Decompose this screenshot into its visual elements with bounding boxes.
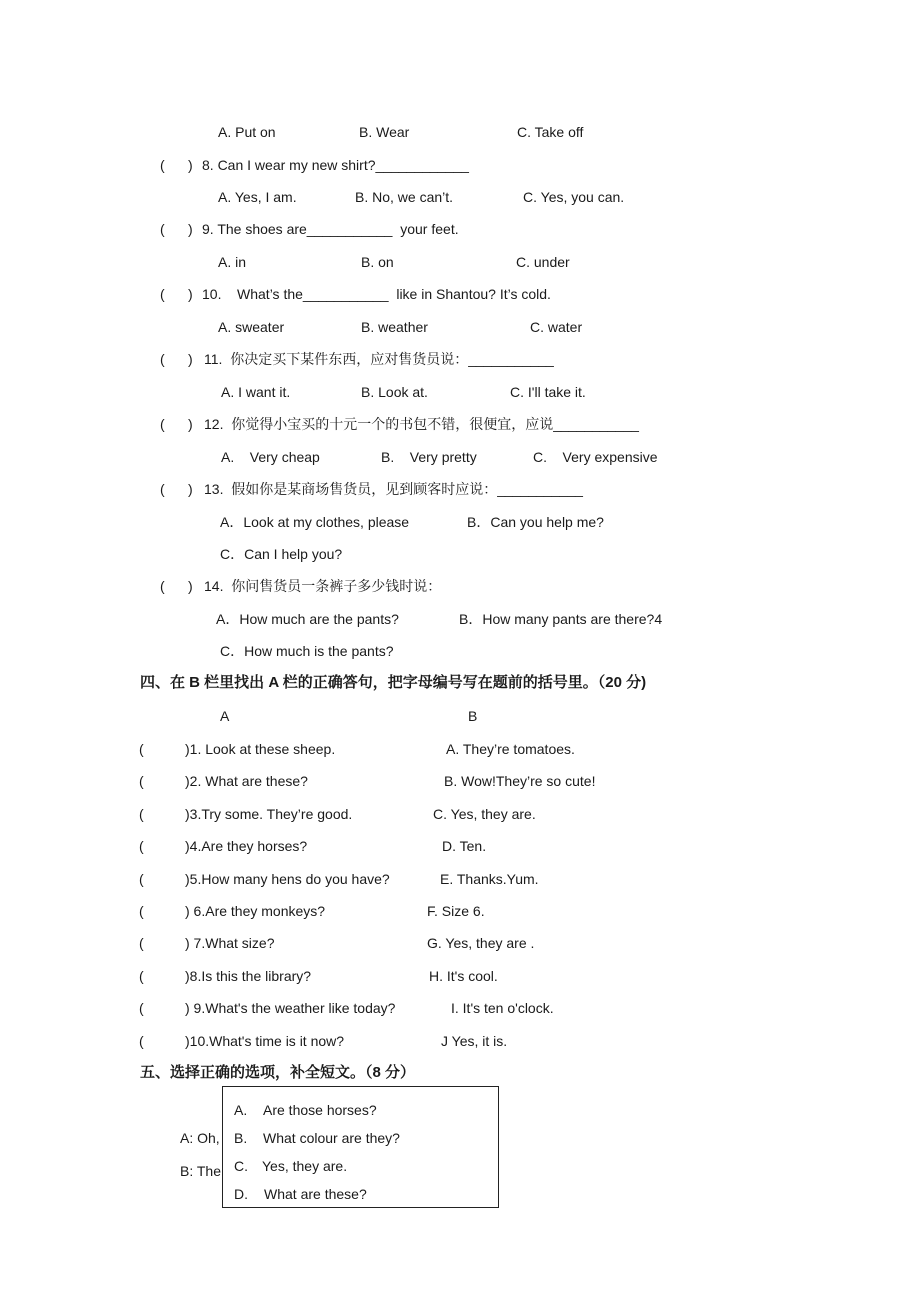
q7-option-a: A. Put on (218, 124, 276, 140)
answer-paren: ( (139, 935, 144, 951)
q10-option-a: A. sweater (218, 319, 285, 335)
row-answer: H. It's cool. (429, 968, 498, 984)
q14-option-b: B．How many pants are there?4 (459, 611, 663, 627)
box-option-letter: C. (234, 1158, 248, 1174)
dialog-line-a: A: Oh, (180, 1130, 220, 1146)
answer-paren: ( ) (160, 578, 193, 594)
answer-paren: ( (139, 741, 144, 757)
row-question: ) 7.What size? (185, 935, 275, 951)
box-option-text: What are these? (264, 1186, 367, 1202)
q8-option-c: C. Yes, you can. (523, 189, 625, 205)
q13-stem: 13. 假如你是某商场售货员，见到顾客时应说：___________ (204, 481, 583, 497)
q9-option-a: A. in (218, 254, 247, 270)
q13-option-a: A．Look at my clothes, please (220, 514, 410, 530)
row-question: ) 6.Are they monkeys? (185, 903, 326, 919)
q12-option-b: B. Very pretty (381, 449, 477, 465)
answer-paren: ( (139, 968, 144, 984)
box-option-letter: D. (234, 1186, 248, 1202)
answer-paren: ( (139, 806, 144, 822)
part4-heading: 四、在 B 栏里找出 A 栏的正确答句，把字母编号写在题前的括号里。（20 分) (140, 674, 647, 691)
q11-option-a: A. I want it. (221, 384, 291, 400)
q12-option-c: C. Very expensive (533, 449, 658, 465)
box-option-text: What colour are they? (263, 1130, 400, 1146)
answer-paren: ( (139, 1000, 144, 1016)
row-answer: J Yes, it is. (441, 1033, 508, 1049)
q12-option-a: A. Very cheap (221, 449, 320, 465)
box-option-text: Are those horses? (263, 1102, 377, 1118)
answer-paren: ( ) (160, 416, 193, 432)
q8-option-b: B. No, we can’t. (355, 189, 454, 205)
options-box (222, 1086, 499, 1208)
row-question: )5.How many hens do you have? (185, 871, 390, 887)
q8-option-a: A. Yes, I am. (218, 189, 297, 205)
row-answer: C. Yes, they are. (433, 806, 536, 822)
answer-paren: ( ) (160, 351, 193, 367)
answer-paren: ( ) (160, 286, 193, 302)
answer-paren: ( (139, 773, 144, 789)
answer-paren: ( ) (160, 157, 193, 173)
q14-stem: 14. 你问售货员一条裤子多少钱时说： (204, 578, 442, 594)
row-answer: F. Size 6. (427, 903, 485, 919)
row-question: ) 9.What's the weather like today? (185, 1000, 396, 1016)
answer-paren: ( ) (160, 221, 193, 237)
q10-option-b: B. weather (361, 319, 428, 335)
q11-option-c: C. I'll take it. (510, 384, 586, 400)
row-question: )1. Look at these sheep. (185, 741, 336, 757)
q12-stem: 12. 你觉得小宝买的十元一个的书包不错，很便宜，应说___________ (204, 416, 639, 432)
q7-option-b: B. Wear (359, 124, 410, 140)
row-answer: A. They’re tomatoes. (446, 741, 575, 757)
q13-option-b: B．Can you help me? (467, 514, 604, 530)
q9-stem: 9. The shoes are___________ your feet. (202, 221, 459, 237)
q10-option-c: C. water (530, 319, 583, 335)
answer-paren: ( (139, 871, 144, 887)
q13-option-c: C．Can I help you? (220, 546, 343, 562)
box-option-letter: A. (234, 1102, 248, 1118)
part5-heading: 五、选择正确的选项，补全短文。（8 分） (140, 1064, 416, 1081)
row-question: )3.Try some. They’re good. (185, 806, 353, 822)
row-answer: B. Wow!They’re so cute! (444, 773, 596, 789)
row-question: )4.Are they horses? (185, 838, 308, 854)
q9-option-b: B. on (361, 254, 394, 270)
q14-option-c: C．How much is the pants? (220, 643, 394, 659)
box-option-letter: B. (234, 1130, 248, 1146)
answer-paren: ( (139, 838, 144, 854)
row-question: )10.What's time is it now? (185, 1033, 345, 1049)
answer-paren: ( ) (160, 481, 193, 497)
answer-paren: ( (139, 903, 144, 919)
row-answer: G. Yes, they are . (427, 935, 535, 951)
row-answer: E. Thanks.Yum. (440, 871, 539, 887)
q8-stem: 8. Can I wear my new shirt?____________ (202, 157, 469, 173)
column-a-label: A (220, 708, 230, 724)
q10-stem: 10. What’s the___________ like in Shantou? It’s cold. (202, 286, 551, 302)
q11-stem: 11. 你决定买下某件东西，应对售货员说：___________ (204, 351, 554, 367)
q7-option-c: C. Take off (517, 124, 584, 140)
row-answer: I. It's ten o'clock. (451, 1000, 554, 1016)
q14-option-a: A．How much are the pants? (216, 611, 399, 627)
row-question: )2. What are these? (185, 773, 308, 789)
dialog-line-b: B: The (180, 1163, 221, 1179)
answer-paren: ( (139, 1033, 144, 1049)
column-b-label: B (468, 708, 478, 724)
row-answer: D. Ten. (442, 838, 487, 854)
q11-option-b: B. Look at. (361, 384, 428, 400)
box-option-text: Yes, they are. (262, 1158, 348, 1174)
q9-option-c: C. under (516, 254, 570, 270)
row-question: )8.Is this the library? (185, 968, 312, 984)
